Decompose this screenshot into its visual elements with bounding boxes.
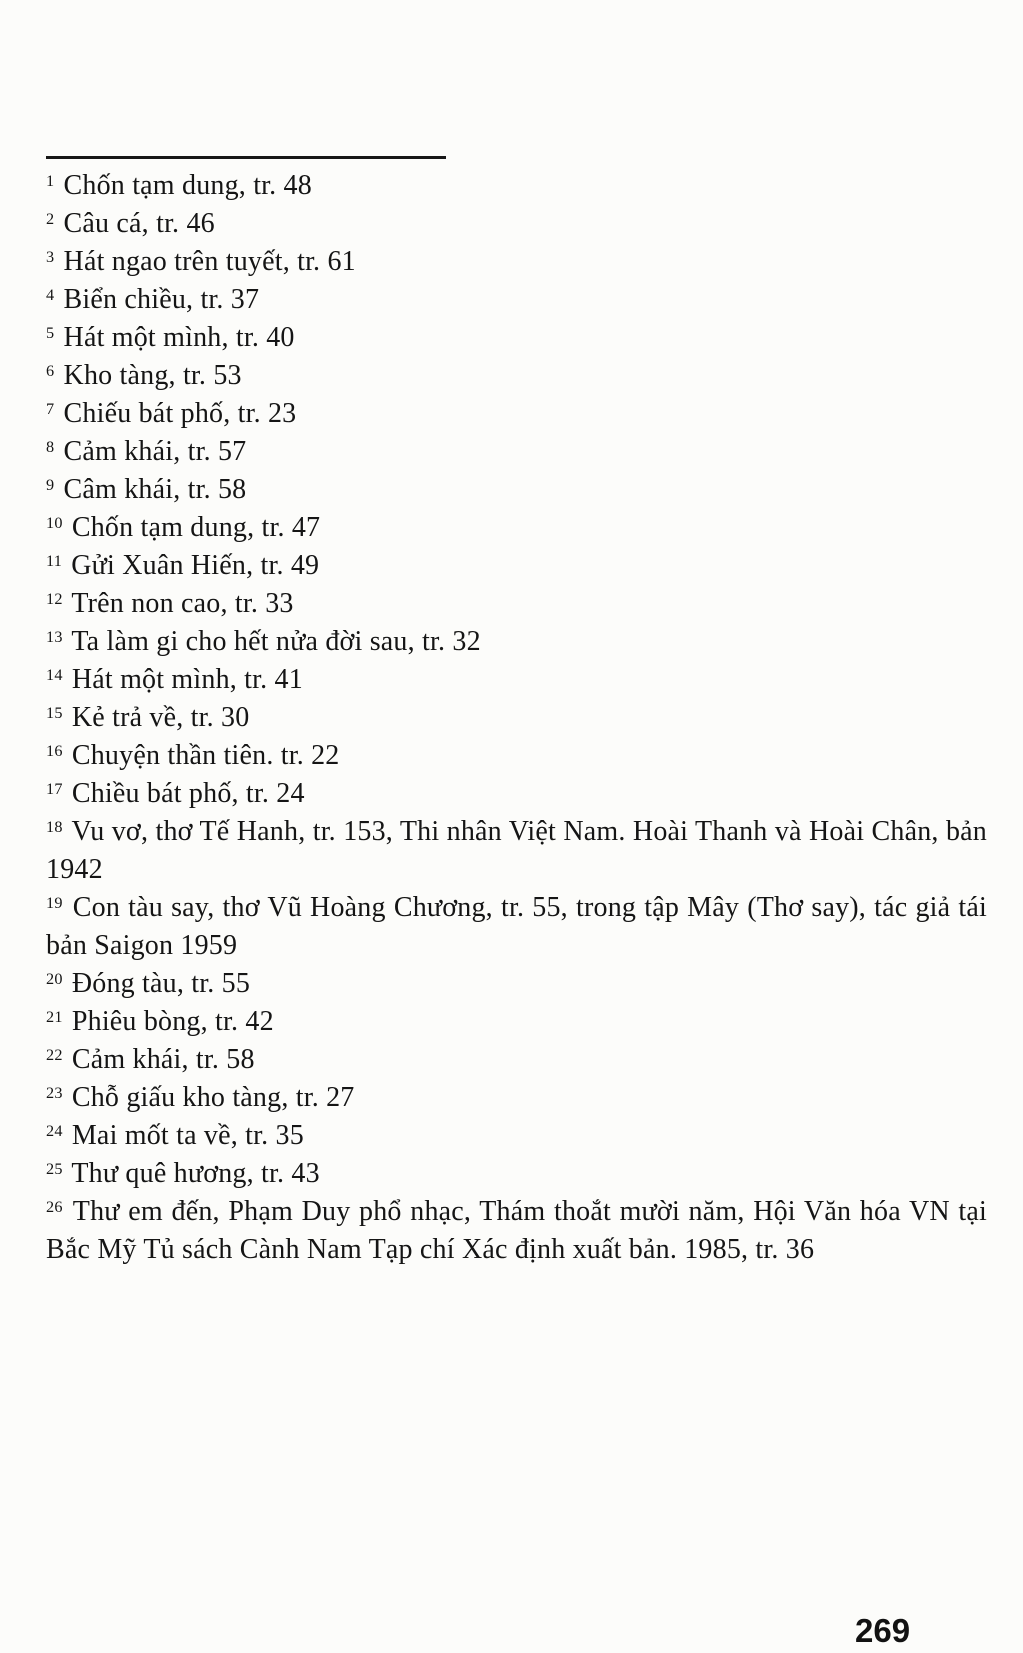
footnote-number: 3 — [46, 248, 55, 267]
footnote-number: 20 — [46, 970, 63, 989]
footnote-item — [46, 585, 987, 623]
footnote-number: 8 — [46, 438, 55, 457]
footnote-text: Trên non cao, tr. 33 — [64, 588, 294, 619]
footnote-number: 12 — [46, 590, 63, 609]
footnote-number: 4 — [46, 286, 55, 305]
footnote-text: Biển chiều, tr. 37 — [56, 284, 260, 315]
footnote-text: Câu cá, tr. 46 — [56, 208, 215, 239]
footnote-text: Đóng tàu, tr. 55 — [64, 968, 251, 999]
footnote-text: Kẻ trả về, tr. 30 — [64, 702, 250, 733]
footnote-item — [46, 775, 987, 813]
footnote-item — [46, 1003, 987, 1041]
footnote-item — [46, 699, 987, 737]
footnote-text: Chiếu bát phố, tr. 23 — [56, 398, 297, 429]
footnote-text: Ta làm gi cho hết nửa đời sau, tr. 32 — [64, 626, 481, 657]
footnote-item — [46, 737, 987, 775]
footnote-text: Chốn tạm dung, tr. 48 — [56, 170, 312, 201]
footnote-item — [46, 243, 987, 281]
footnote-number: 1 — [46, 172, 55, 191]
footnote-item — [46, 661, 987, 699]
footnote-item — [46, 167, 987, 205]
footnote-text: Mai mốt ta về, tr. 35 — [64, 1120, 304, 1151]
footnote-text: Phiêu bòng, tr. 42 — [64, 1006, 274, 1037]
footnote-item — [46, 1117, 987, 1155]
footnote-item — [46, 547, 987, 585]
footnote-text: Hát một mình, tr. 40 — [56, 322, 295, 353]
footnote-number: 18 — [46, 818, 63, 837]
footnote-text: Thư em đến, Phạm Duy phổ nhạc, Thám thoắt mười năm, Hội Văn hóa VN tại Bắc Mỹ Tủ sách Cành Nam Tạp chí Xác định xuất bản. 1985, tr. 36 — [46, 1196, 987, 1265]
footnote-text: Câm khái, tr. 58 — [56, 474, 247, 505]
page-number: 269 — [855, 1612, 911, 1649]
footnotes-list — [46, 167, 987, 1269]
footnote-text: Cảm khái, tr. 57 — [56, 436, 247, 467]
footnote-number: 17 — [46, 780, 63, 799]
footnote-item — [46, 889, 987, 965]
footnote-item — [46, 509, 987, 547]
footnote-text: Hát ngao trên tuyết, tr. 61 — [56, 246, 356, 277]
footnote-number: 21 — [46, 1008, 63, 1027]
footnote-number: 10 — [46, 514, 63, 533]
footnote-item — [46, 1155, 987, 1193]
footnote-item — [46, 623, 987, 661]
footnote-number: 15 — [46, 704, 63, 723]
footnote-item — [46, 1041, 987, 1079]
footnote-number: 23 — [46, 1084, 63, 1103]
footnote-number: 11 — [46, 552, 63, 571]
footnote-number: 2 — [46, 210, 55, 229]
footnote-number: 14 — [46, 666, 63, 685]
footnote-number: 25 — [46, 1160, 63, 1179]
footnote-item — [46, 1193, 987, 1269]
footnote-text: Con tàu say, thơ Vũ Hoàng Chương, tr. 55, trong tập Mây (Thơ say), tác giả tái bản Saigon 1959 — [46, 892, 987, 961]
footnote-item — [46, 395, 987, 433]
footnote-text: Cảm khái, tr. 58 — [64, 1044, 255, 1075]
footnote-number: 19 — [46, 894, 63, 913]
footnote-item — [46, 471, 987, 509]
footnote-number: 13 — [46, 628, 63, 647]
footnote-text: Chiều bát phố, tr. 24 — [64, 778, 305, 809]
footnote-item — [46, 319, 987, 357]
footnote-text: Vu vơ, thơ Tế Hanh, tr. 153, Thi nhân Việt Nam. Hoài Thanh và Hoài Chân, bản 1942 — [46, 816, 987, 885]
footnote-text: Chuyện thần tiên. tr. 22 — [64, 740, 340, 771]
footnote-number: 9 — [46, 476, 55, 495]
footnote-text: Kho tàng, tr. 53 — [56, 360, 242, 391]
footnote-number: 5 — [46, 324, 55, 343]
footnote-text: Gửi Xuân Hiến, tr. 49 — [64, 550, 320, 581]
footnote-text: Thư quê hương, tr. 43 — [64, 1158, 320, 1189]
footnote-item — [46, 1079, 987, 1117]
footnote-item — [46, 433, 987, 471]
footnote-text: Chỗ giấu kho tàng, tr. 27 — [64, 1082, 355, 1113]
footnote-item — [46, 965, 987, 1003]
footnote-separator-rule — [46, 156, 446, 159]
footnote-text: Chốn tạm dung, tr. 47 — [64, 512, 321, 543]
footnote-number: 7 — [46, 400, 55, 419]
footnote-item — [46, 205, 987, 243]
footnote-number: 16 — [46, 742, 63, 761]
footnote-number: 24 — [46, 1122, 63, 1141]
footnote-item — [46, 357, 987, 395]
footnote-item — [46, 813, 987, 889]
footnote-number: 6 — [46, 362, 55, 381]
footnote-item — [46, 281, 987, 319]
footnote-text: Hát một mình, tr. 41 — [64, 664, 303, 695]
footnote-number: 22 — [46, 1046, 63, 1065]
footnote-number: 26 — [46, 1198, 63, 1217]
